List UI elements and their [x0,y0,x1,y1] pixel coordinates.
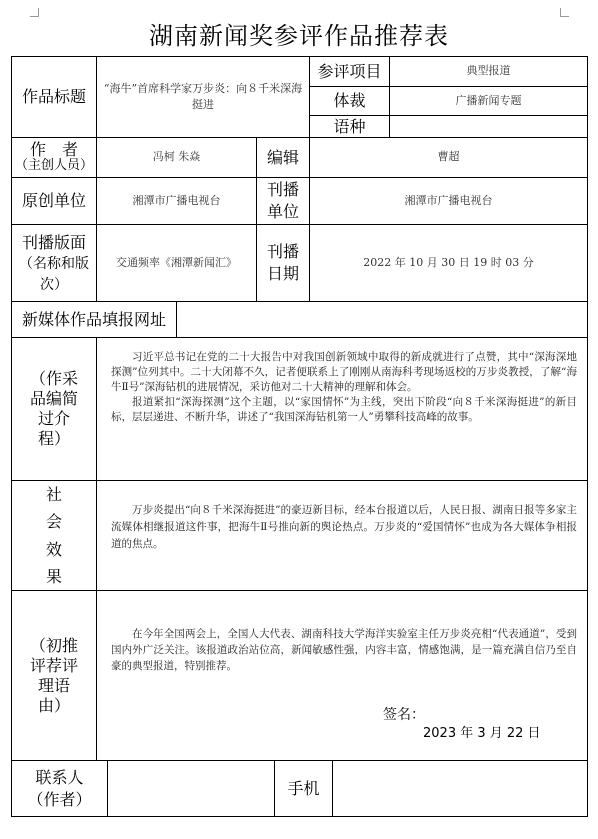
language-label: 语种 [333,116,366,136]
phone-label: 手机 [287,778,320,798]
column-divider [96,337,97,760]
review-text [111,626,577,674]
new-media-url-value[interactable] [177,302,587,337]
publish-unit-label-line-1: 刊播 [266,180,299,200]
publish-unit-label-line-2: 单位 [266,202,299,221]
row-divider [11,337,588,338]
publish-page-label-line-2: （名称和版 [19,256,89,273]
genre-label: 体裁 [333,91,366,111]
genre-value: 广播新闻专题 [455,93,522,107]
publish-unit-value: 湘潭市广播电视台 [404,193,493,207]
contact-label [12,761,107,816]
row-divider [11,590,588,591]
origin-unit-label: 原创单位 [21,191,86,211]
publish-date-value: 2022 年 10 月 30 日 19 时 03 分 [363,255,534,269]
publish-page-label [12,225,96,301]
editor-label: 编辑 [266,147,299,167]
process-label: （作采品编简过介程） [29,369,78,448]
contact-label-line-2: （作者） [27,789,92,809]
publish-date-label-line-1: 刊播 [266,242,299,262]
contact-value[interactable] [108,761,274,816]
social-effect-paragraph-1: 万步炎提出“向８千米深海挺进”的豪迈新目标，经本台报道以后，人民日报、湖南日报等多家主流媒体相继报道这件事，把海牛Ⅱ号推向新的舆论热点。万步炎的“爱国情怀”也成为各大媒体争相报道的焦点。 [111,504,577,550]
author-label-line-1: 作 者 [29,140,78,159]
author-label-line-2: （主创人员） [14,158,93,173]
language-value [390,116,587,137]
recommendation-form-table [11,56,588,816]
social-effect-label: 社会效果 [45,485,62,586]
publish-page-label-line-1: 刊播版面 [21,233,86,253]
process-text [111,350,577,425]
publish-date-label-line-2: 日期 [266,264,299,283]
work-title-label: 作品标题 [21,87,86,107]
editor-value: 曹超 [437,150,460,164]
process-paragraph-2: 报道紧扣“深海探测”这个主题，以“家国情怀”为主线，突出下阶段“向８千米深海挺进”的新目标，层层递进、不断升华，讲述了“我国深海钻机第一人”勇攀科技高峰的故事。 [111,396,577,423]
process-paragraph-1: 习近平总书记在党的二十大报告中对我国创新领域中取得的新成就进行了点赞，其中“深海深地探测”位列其中。二十大闭幕不久，记者便联系上了刚刚从南海科考现场返校的万步炎教授，了解“海牛Ⅱ号”深海钻机的进展情况，采访他对二十大精神的理解和体会。 [111,351,577,393]
publish-page-label-line-3: 次） [40,276,68,293]
publish-page-value: 交通频率《湘潭新闻汇》 [116,255,237,269]
publish-date-label [257,225,309,301]
origin-unit-value: 湘潭市广播电视台 [132,193,221,207]
review-label: （初推评荐评理语由） [29,635,78,715]
category-label: 参评项目 [317,61,382,81]
work-title-value: “海牛”首席科学家万步炎：向８千米深海挺进 [103,81,303,111]
table-border-right [587,56,588,816]
table-border-bottom [11,816,588,817]
category-value: 典型报道 [466,64,511,78]
signature-date: 2023 年 3 月 22 日 [423,726,541,741]
phone-value[interactable] [333,761,587,816]
new-media-url-label: 新媒体作品填报网址 [21,309,166,329]
signature-label: 签名： [383,707,425,723]
row-divider [11,480,588,481]
publish-unit-label [257,178,309,224]
author-value: 冯柯 朱焱 [152,150,201,164]
contact-label-line-1: 联系人 [35,767,84,787]
author-label [12,138,96,177]
review-paragraph-1: 在今年全国两会上，全国人大代表、湖南科技大学海洋实验室主任万步炎亮相“代表通道”，受到国内外广泛关注。该报道政治站位高，新闻敏感性强，内容丰富，情感饱满，是一篇充满自信乃至自豪的典型报道，特别推荐。 [111,628,577,672]
social-effect-text [111,502,577,553]
page-title: 湖南新闻奖参评作品推荐表 [149,22,449,50]
